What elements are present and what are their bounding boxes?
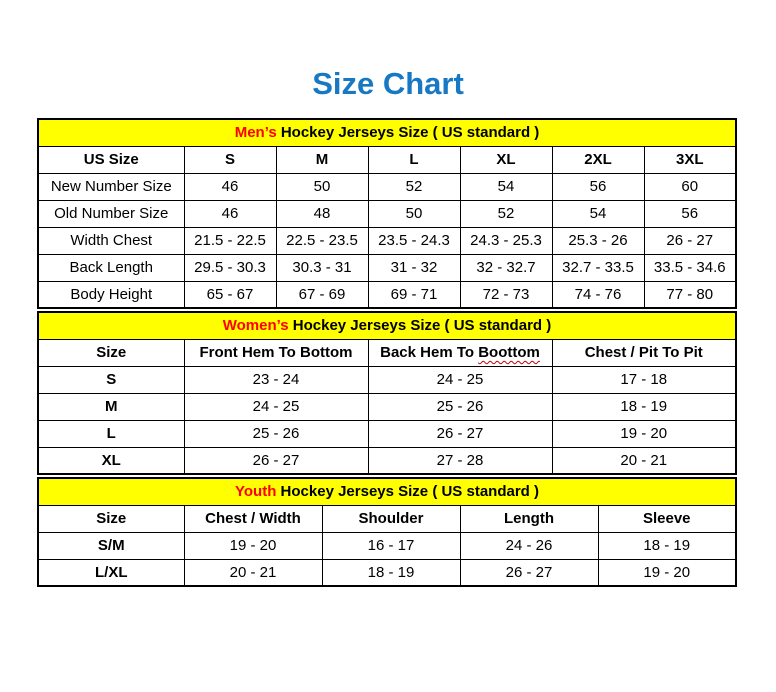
size-value: 46 [184, 173, 276, 200]
column-header: Size [38, 505, 184, 532]
row-label: L [38, 420, 184, 447]
size-value: 24 - 26 [460, 532, 598, 559]
size-value: 26 - 27 [644, 227, 736, 254]
row-label: M [38, 393, 184, 420]
womens-header-row [38, 339, 736, 366]
womens-caption-row [38, 312, 736, 339]
womens-caption-text: Hockey Jerseys Size ( US standard ) [288, 317, 552, 335]
size-value: 18 - 19 [598, 532, 736, 559]
size-value: 77 - 80 [644, 281, 736, 308]
size-value: 25 - 26 [368, 393, 552, 420]
table-row [38, 532, 736, 559]
youth-header-row [38, 505, 736, 532]
size-value: 18 - 19 [322, 559, 460, 586]
mens-caption-text: Hockey Jerseys Size ( US standard ) [276, 124, 540, 142]
size-value: 18 - 19 [552, 393, 736, 420]
size-value: 23 - 24 [184, 366, 368, 393]
size-value: 27 - 28 [368, 447, 552, 474]
size-value: 32 - 32.7 [460, 254, 552, 281]
size-value: 17 - 18 [552, 366, 736, 393]
size-value: 33.5 - 34.6 [644, 254, 736, 281]
size-value: 32.7 - 33.5 [552, 254, 644, 281]
size-value: 54 [552, 200, 644, 227]
table-row [38, 393, 736, 420]
size-value: 65 - 67 [184, 281, 276, 308]
row-label: Old Number Size [38, 200, 184, 227]
mens-caption [38, 119, 736, 146]
row-label: Back Length [38, 254, 184, 281]
row-label: S/M [38, 532, 184, 559]
womens-size-table [37, 311, 737, 475]
column-header: S [184, 146, 276, 173]
size-value: 24 - 25 [184, 393, 368, 420]
row-label: XL [38, 447, 184, 474]
column-header: US Size [38, 146, 184, 173]
row-label: New Number Size [38, 173, 184, 200]
size-value: 19 - 20 [598, 559, 736, 586]
column-header: Length [460, 505, 598, 532]
column-header: Chest / Pit To Pit [552, 339, 736, 366]
size-value: 52 [368, 173, 460, 200]
size-value: 24 - 25 [368, 366, 552, 393]
size-value: 20 - 21 [184, 559, 322, 586]
youth-caption [38, 478, 736, 505]
column-header: Sleeve [598, 505, 736, 532]
table-row [38, 254, 736, 281]
table-row [38, 200, 736, 227]
size-value: 26 - 27 [184, 447, 368, 474]
size-value: 25 - 26 [184, 420, 368, 447]
misspelled-word: Boottom [478, 344, 540, 361]
row-label: Body Height [38, 281, 184, 308]
size-value: 26 - 27 [368, 420, 552, 447]
page-title: Size Chart [312, 66, 464, 101]
row-label: Width Chest [38, 227, 184, 254]
size-value: 23.5 - 24.3 [368, 227, 460, 254]
size-value: 52 [460, 200, 552, 227]
column-header: Chest / Width [184, 505, 322, 532]
size-value: 50 [368, 200, 460, 227]
size-value: 31 - 32 [368, 254, 460, 281]
row-label: L/XL [38, 559, 184, 586]
column-header: 2XL [552, 146, 644, 173]
table-row [38, 420, 736, 447]
size-value: 25.3 - 26 [552, 227, 644, 254]
youth-caption-text: Hockey Jerseys Size ( US standard ) [276, 483, 539, 501]
size-value: 22.5 - 23.5 [276, 227, 368, 254]
size-value: 16 - 17 [322, 532, 460, 559]
size-value: 54 [460, 173, 552, 200]
size-value: 56 [644, 200, 736, 227]
size-value: 20 - 21 [552, 447, 736, 474]
table-row [38, 366, 736, 393]
size-value: 29.5 - 30.3 [184, 254, 276, 281]
size-value: 69 - 71 [368, 281, 460, 308]
table-row [38, 447, 736, 474]
size-value: 24.3 - 25.3 [460, 227, 552, 254]
size-value: 74 - 76 [552, 281, 644, 308]
size-value: 48 [276, 200, 368, 227]
size-value: 46 [184, 200, 276, 227]
column-header: L [368, 146, 460, 173]
mens-size-table [37, 118, 737, 309]
size-value: 50 [276, 173, 368, 200]
size-value: 67 - 69 [276, 281, 368, 308]
column-header: XL [460, 146, 552, 173]
column-header: M [276, 146, 368, 173]
column-header: Front Hem To Bottom [184, 339, 368, 366]
youth-size-table [37, 477, 737, 587]
table-row [38, 227, 736, 254]
mens-header-row [38, 146, 736, 173]
size-value: 56 [552, 173, 644, 200]
size-value: 30.3 - 31 [276, 254, 368, 281]
size-value: 19 - 20 [552, 420, 736, 447]
table-row [38, 559, 736, 586]
size-value: 26 - 27 [460, 559, 598, 586]
column-header: 3XL [644, 146, 736, 173]
size-value: 60 [644, 173, 736, 200]
youth-caption-highlight: Youth [235, 483, 277, 501]
tables-container [37, 118, 737, 587]
size-value: 72 - 73 [460, 281, 552, 308]
mens-caption-highlight: Men’s [234, 124, 277, 142]
womens-caption-highlight: Women’s [222, 317, 289, 335]
womens-caption [38, 312, 736, 339]
table-row [38, 173, 736, 200]
table-row [38, 281, 736, 308]
mens-caption-row [38, 119, 736, 146]
size-value: 21.5 - 22.5 [184, 227, 276, 254]
column-header: Size [38, 339, 184, 366]
column-header: Shoulder [322, 505, 460, 532]
youth-caption-row [38, 478, 736, 505]
column-header: Back Hem To Boottom [368, 339, 552, 366]
row-label: S [38, 366, 184, 393]
size-value: 19 - 20 [184, 532, 322, 559]
